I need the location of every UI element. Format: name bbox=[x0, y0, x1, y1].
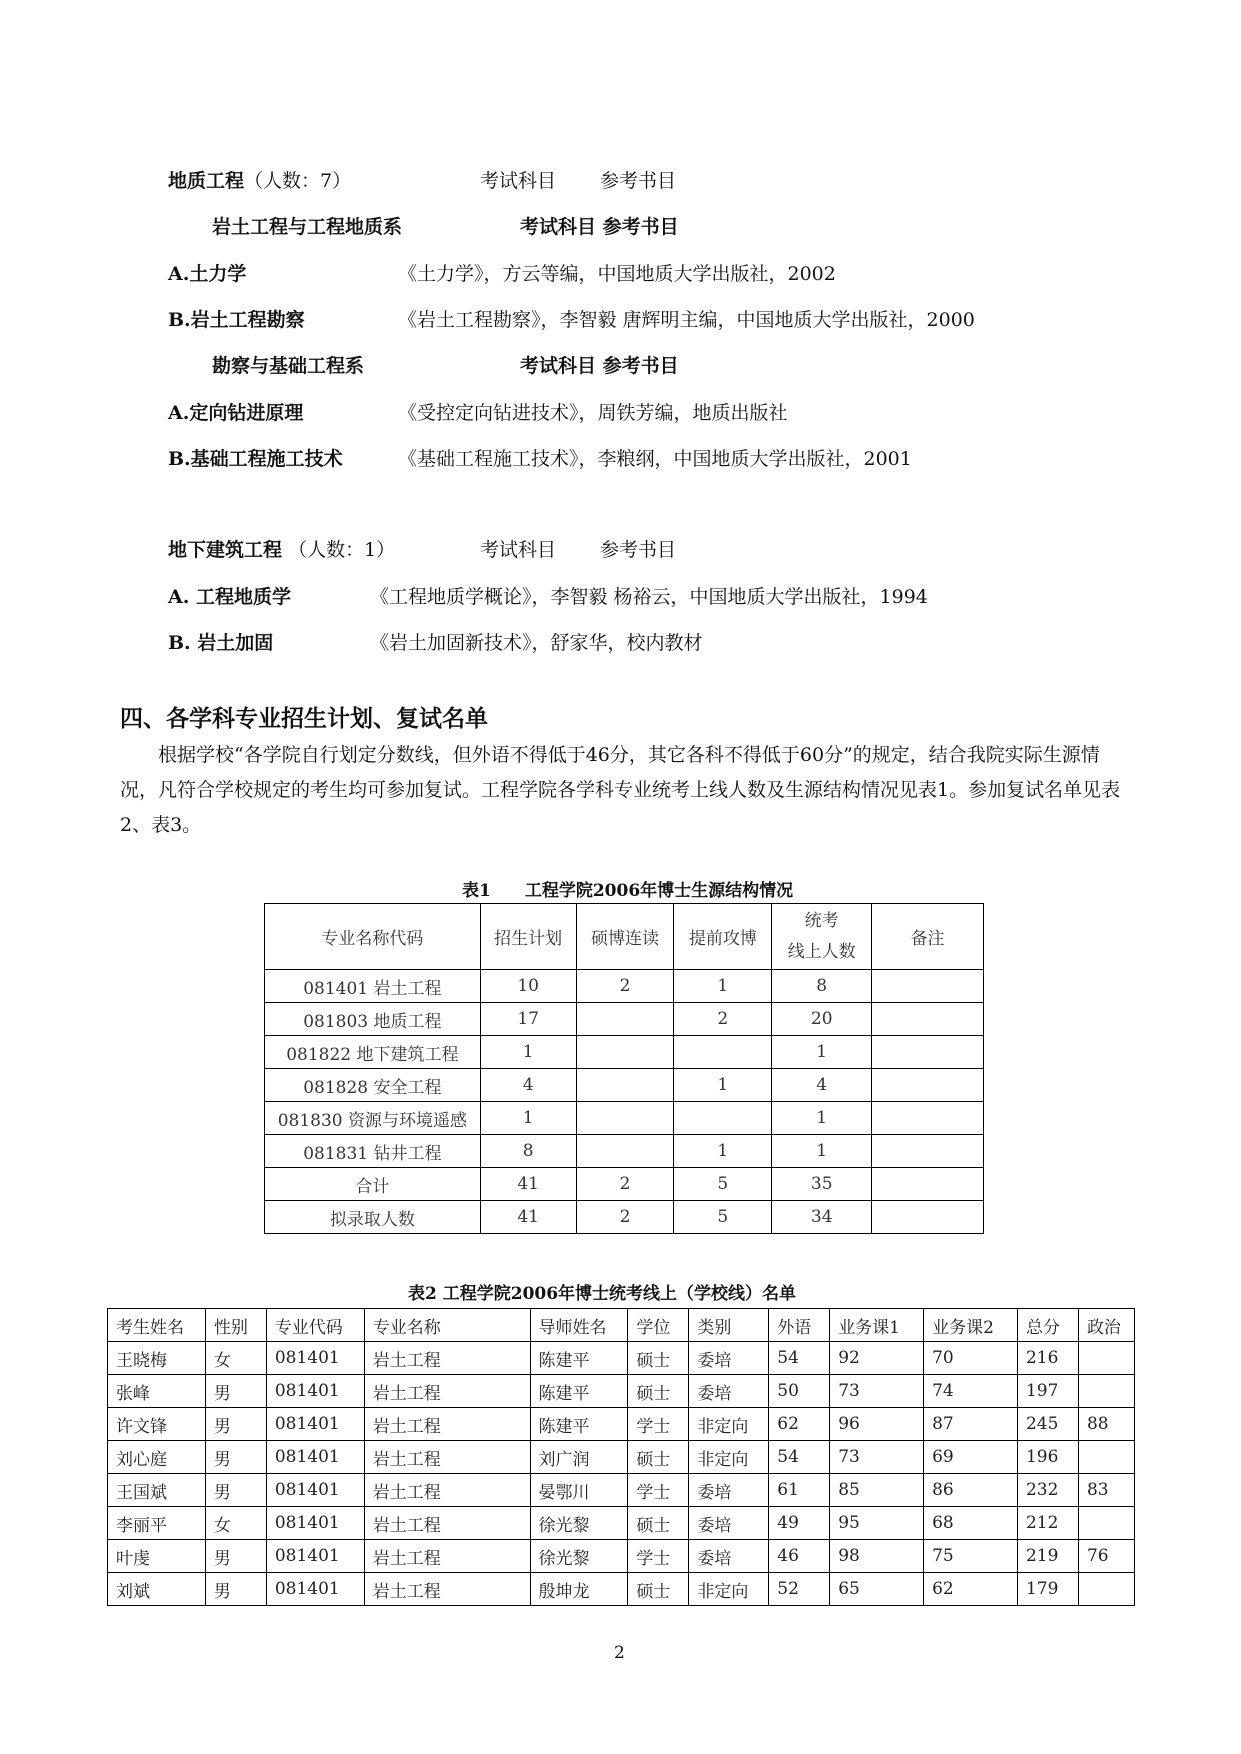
t2-cell-major-name: 岩土工程 bbox=[364, 1408, 530, 1441]
t2-cell-degree: 硕士 bbox=[628, 1507, 689, 1540]
t2-cell-category: 委培 bbox=[689, 1540, 769, 1573]
t2-header-advisor: 导师姓名 bbox=[530, 1309, 628, 1342]
t2-header-degree: 学位 bbox=[628, 1309, 689, 1342]
t1-cell-code: 081803 地质工程 bbox=[265, 1003, 481, 1036]
t1-cell-early: 1 bbox=[674, 1069, 772, 1102]
geo-subject-label: 考试科目 bbox=[480, 170, 557, 192]
t2-cell-advisor: 陈建平 bbox=[530, 1342, 628, 1375]
geo-item-a-subject: A.土力学 bbox=[168, 263, 247, 285]
t2-cell-politics: 76 bbox=[1078, 1540, 1134, 1573]
geo-count: （人数：7） bbox=[244, 170, 352, 192]
t1-cell-note bbox=[872, 1135, 984, 1168]
t2-cell-major-code: 081401 bbox=[266, 1342, 364, 1375]
table2-caption: 表2 工程学院2006年博士统考线上（学校线）名单 bbox=[408, 1284, 797, 1304]
t2-cell-course1: 85 bbox=[830, 1474, 924, 1507]
t2-cell-politics bbox=[1078, 1573, 1134, 1606]
t1-cell-plan: 10 bbox=[480, 970, 576, 1003]
geo-item-d-ref: 《基础工程施工技术》，李粮纲，中国地质大学出版社，2001 bbox=[398, 448, 912, 470]
t2-cell-name: 李丽平 bbox=[108, 1507, 206, 1540]
t1-cell-passed: 1 bbox=[772, 1102, 872, 1135]
t2-cell-name: 王晓梅 bbox=[108, 1342, 206, 1375]
under-item-a-subject: A. 工程地质学 bbox=[168, 586, 291, 608]
t2-cell-foreign-lang: 61 bbox=[769, 1474, 830, 1507]
t1-cell-mbd bbox=[576, 1003, 674, 1036]
geo-item-c-subject: A.定向钻进原理 bbox=[168, 402, 304, 424]
table2-row bbox=[108, 1375, 1135, 1408]
t1-cell-code: 合计 bbox=[265, 1168, 481, 1201]
table1-body bbox=[265, 970, 984, 1234]
t1-cell-mbd bbox=[576, 1069, 674, 1102]
t2-cell-degree: 学士 bbox=[628, 1540, 689, 1573]
t2-cell-course2: 62 bbox=[924, 1573, 1018, 1606]
table2 bbox=[107, 1308, 1135, 1606]
t2-header-politics: 政治 bbox=[1078, 1309, 1134, 1342]
t2-header-course2: 业务课2 bbox=[924, 1309, 1018, 1342]
t2-header-total: 总分 bbox=[1017, 1309, 1078, 1342]
t1-cell-plan: 1 bbox=[480, 1036, 576, 1069]
t1-cell-mbd: 2 bbox=[576, 970, 674, 1003]
t2-cell-name: 刘心庭 bbox=[108, 1441, 206, 1474]
t1-cell-plan: 41 bbox=[480, 1201, 576, 1234]
t2-cell-course1: 65 bbox=[830, 1573, 924, 1606]
t2-cell-category: 非定向 bbox=[689, 1408, 769, 1441]
t1-header-code: 专业名称代码 bbox=[265, 904, 481, 970]
t2-cell-major-code: 081401 bbox=[266, 1474, 364, 1507]
t2-cell-name: 张峰 bbox=[108, 1375, 206, 1408]
t2-cell-course1: 73 bbox=[830, 1375, 924, 1408]
table1-row bbox=[265, 1135, 984, 1168]
t1-header-passed bbox=[772, 904, 872, 970]
t2-cell-foreign-lang: 54 bbox=[769, 1342, 830, 1375]
t1-cell-note bbox=[872, 1036, 984, 1069]
t2-cell-name: 许文锋 bbox=[108, 1408, 206, 1441]
t1-cell-plan: 4 bbox=[480, 1069, 576, 1102]
section4-heading: 四、各学科专业招生计划、复试名单 bbox=[120, 705, 488, 732]
t2-cell-course2: 69 bbox=[924, 1441, 1018, 1474]
t2-cell-advisor: 殷坤龙 bbox=[530, 1573, 628, 1606]
under-item-b-ref: 《岩土加固新技术》，舒家华，校内教材 bbox=[370, 632, 703, 654]
t2-cell-total: 245 bbox=[1017, 1408, 1078, 1441]
table1-row bbox=[265, 1168, 984, 1201]
t2-cell-major-code: 081401 bbox=[266, 1540, 364, 1573]
t1-cell-note bbox=[872, 1102, 984, 1135]
t1-header-passed-line2: 线上人数 bbox=[787, 941, 856, 962]
table1 bbox=[264, 903, 984, 1234]
t2-cell-course1: 96 bbox=[830, 1408, 924, 1441]
t2-cell-major-code: 081401 bbox=[266, 1441, 364, 1474]
t1-cell-mbd: 2 bbox=[576, 1168, 674, 1201]
under-title: 地下建筑工程 bbox=[168, 539, 283, 561]
under-subject-label: 考试科目 bbox=[480, 539, 557, 561]
under-item-b-subject: B. 岩土加固 bbox=[168, 632, 274, 654]
t2-cell-degree: 硕士 bbox=[628, 1441, 689, 1474]
t2-cell-name: 王国斌 bbox=[108, 1474, 206, 1507]
t2-cell-gender: 男 bbox=[205, 1474, 266, 1507]
t1-cell-note bbox=[872, 1003, 984, 1036]
t2-header-course1: 业务课1 bbox=[830, 1309, 924, 1342]
t2-cell-gender: 女 bbox=[205, 1507, 266, 1540]
t1-cell-code: 081828 安全工程 bbox=[265, 1069, 481, 1102]
t2-cell-degree: 学士 bbox=[628, 1408, 689, 1441]
geo-item-b-subject: B.岩土工程勘察 bbox=[168, 309, 305, 331]
dept2-header: 考试科目 参考书目 bbox=[520, 355, 679, 377]
t1-header-passed-line1: 统考 bbox=[804, 910, 839, 931]
t1-header-plan: 招生计划 bbox=[480, 904, 576, 970]
t2-cell-total: 232 bbox=[1017, 1474, 1078, 1507]
table1-row bbox=[265, 1069, 984, 1102]
t2-cell-course1: 95 bbox=[830, 1507, 924, 1540]
t2-cell-foreign-lang: 49 bbox=[769, 1507, 830, 1540]
t2-cell-total: 179 bbox=[1017, 1573, 1078, 1606]
t1-cell-code: 081830 资源与环境遥感 bbox=[265, 1102, 481, 1135]
t1-cell-plan: 1 bbox=[480, 1102, 576, 1135]
t2-cell-politics: 83 bbox=[1078, 1474, 1134, 1507]
t2-cell-course2: 87 bbox=[924, 1408, 1018, 1441]
t1-cell-passed: 4 bbox=[772, 1069, 872, 1102]
t2-cell-major-name: 岩土工程 bbox=[364, 1342, 530, 1375]
table1-caption: 表1 工程学院2006年博士生源结构情况 bbox=[462, 881, 794, 901]
t1-cell-plan: 41 bbox=[480, 1168, 576, 1201]
t1-cell-plan: 8 bbox=[480, 1135, 576, 1168]
t1-cell-code: 拟录取人数 bbox=[265, 1201, 481, 1234]
t2-header-name: 考生姓名 bbox=[108, 1309, 206, 1342]
t1-cell-passed: 8 bbox=[772, 970, 872, 1003]
t2-cell-category: 委培 bbox=[689, 1375, 769, 1408]
t1-cell-early: 1 bbox=[674, 1135, 772, 1168]
t2-cell-course2: 68 bbox=[924, 1507, 1018, 1540]
t2-cell-gender: 男 bbox=[205, 1441, 266, 1474]
geo-section-header bbox=[168, 166, 351, 193]
t2-cell-advisor: 陈建平 bbox=[530, 1408, 628, 1441]
t2-cell-category: 非定向 bbox=[689, 1441, 769, 1474]
t2-cell-major-code: 081401 bbox=[266, 1573, 364, 1606]
t2-cell-politics bbox=[1078, 1507, 1134, 1540]
t2-cell-name: 叶虔 bbox=[108, 1540, 206, 1573]
t1-cell-passed: 1 bbox=[772, 1135, 872, 1168]
t2-cell-degree: 学士 bbox=[628, 1474, 689, 1507]
t2-cell-politics bbox=[1078, 1441, 1134, 1474]
t2-cell-total: 196 bbox=[1017, 1441, 1078, 1474]
t1-cell-plan: 17 bbox=[480, 1003, 576, 1036]
t1-cell-mbd bbox=[576, 1135, 674, 1168]
t2-cell-major-name: 岩土工程 bbox=[364, 1507, 530, 1540]
t2-cell-gender: 男 bbox=[205, 1573, 266, 1606]
table2-row bbox=[108, 1441, 1135, 1474]
t1-cell-passed: 1 bbox=[772, 1036, 872, 1069]
t2-cell-total: 219 bbox=[1017, 1540, 1078, 1573]
table1-row bbox=[265, 1201, 984, 1234]
table1-row bbox=[265, 970, 984, 1003]
table1-row bbox=[265, 1003, 984, 1036]
table2-header-row bbox=[108, 1309, 1135, 1342]
t1-cell-note bbox=[872, 1201, 984, 1234]
t1-cell-note bbox=[872, 1168, 984, 1201]
table2-row bbox=[108, 1408, 1135, 1441]
t2-cell-foreign-lang: 52 bbox=[769, 1573, 830, 1606]
t2-cell-degree: 硕士 bbox=[628, 1573, 689, 1606]
t2-cell-politics: 88 bbox=[1078, 1408, 1134, 1441]
geo-item-a-ref: 《土力学》，方云等编，中国地质大学出版社，2002 bbox=[398, 263, 836, 285]
t2-cell-foreign-lang: 62 bbox=[769, 1408, 830, 1441]
t2-cell-major-code: 081401 bbox=[266, 1408, 364, 1441]
dept2-name: 勘察与基础工程系 bbox=[212, 355, 365, 377]
table2-body bbox=[108, 1309, 1135, 1606]
section4-paragraph: 根据学校“各学院自行划定分数线，但外语不得低于46分，其它各科不得低于60分”的规定，结合我院实际生源情况，凡符合学校规定的考生均可参加复试。工程学院各学科专业统考上线人数及生源结构情况见表1。参加复试名单见表2、表3。 bbox=[120, 744, 1121, 836]
t1-cell-mbd bbox=[576, 1036, 674, 1069]
geo-item-b-ref: 《岩土工程勘察》，李智毅 唐辉明主编，中国地质大学出版社，2000 bbox=[398, 309, 975, 331]
t2-cell-category: 非定向 bbox=[689, 1573, 769, 1606]
t2-cell-major-code: 081401 bbox=[266, 1507, 364, 1540]
t1-cell-early bbox=[674, 1036, 772, 1069]
t2-cell-course2: 75 bbox=[924, 1540, 1018, 1573]
t1-header-mbd: 硕博连读 bbox=[576, 904, 674, 970]
t2-cell-course2: 70 bbox=[924, 1342, 1018, 1375]
t2-cell-major-name: 岩土工程 bbox=[364, 1441, 530, 1474]
t2-header-major-name: 专业名称 bbox=[364, 1309, 530, 1342]
t2-cell-name: 刘斌 bbox=[108, 1573, 206, 1606]
t2-header-foreign-lang: 外语 bbox=[769, 1309, 830, 1342]
t2-cell-politics bbox=[1078, 1342, 1134, 1375]
table2-row bbox=[108, 1342, 1135, 1375]
dept1-header: 考试科目 参考书目 bbox=[520, 216, 679, 238]
t2-cell-politics bbox=[1078, 1375, 1134, 1408]
under-books-label: 参考书目 bbox=[600, 539, 677, 561]
under-section-header bbox=[168, 535, 395, 562]
t2-cell-foreign-lang: 46 bbox=[769, 1540, 830, 1573]
t1-cell-note bbox=[872, 970, 984, 1003]
t2-cell-course2: 86 bbox=[924, 1474, 1018, 1507]
t2-cell-course1: 73 bbox=[830, 1441, 924, 1474]
t1-cell-early: 1 bbox=[674, 970, 772, 1003]
table2-row bbox=[108, 1474, 1135, 1507]
t2-header-major-code: 专业代码 bbox=[266, 1309, 364, 1342]
t2-cell-category: 委培 bbox=[689, 1342, 769, 1375]
t1-cell-mbd bbox=[576, 1102, 674, 1135]
t1-cell-passed: 20 bbox=[772, 1003, 872, 1036]
t1-header-note: 备注 bbox=[872, 904, 984, 970]
t1-cell-early: 2 bbox=[674, 1003, 772, 1036]
t2-cell-course1: 92 bbox=[830, 1342, 924, 1375]
t2-cell-course2: 74 bbox=[924, 1375, 1018, 1408]
t2-cell-gender: 男 bbox=[205, 1408, 266, 1441]
geo-books-label: 参考书目 bbox=[600, 170, 677, 192]
t1-cell-code: 081831 钻井工程 bbox=[265, 1135, 481, 1168]
table2-row bbox=[108, 1573, 1135, 1606]
t2-cell-degree: 硕士 bbox=[628, 1375, 689, 1408]
dept1-name: 岩土工程与工程地质系 bbox=[212, 216, 403, 238]
t2-cell-total: 197 bbox=[1017, 1375, 1078, 1408]
under-item-a-ref: 《工程地质学概论》，李智毅 杨裕云，中国地质大学出版社，1994 bbox=[370, 586, 928, 608]
t2-cell-degree: 硕士 bbox=[628, 1342, 689, 1375]
t2-cell-gender: 女 bbox=[205, 1342, 266, 1375]
t2-cell-category: 委培 bbox=[689, 1474, 769, 1507]
t2-cell-gender: 男 bbox=[205, 1375, 266, 1408]
t2-cell-major-name: 岩土工程 bbox=[364, 1474, 530, 1507]
page-number: 2 bbox=[614, 1643, 625, 1663]
table1-header-row bbox=[265, 904, 984, 970]
t2-header-gender: 性别 bbox=[205, 1309, 266, 1342]
t2-cell-foreign-lang: 54 bbox=[769, 1441, 830, 1474]
t2-cell-advisor: 徐光黎 bbox=[530, 1507, 628, 1540]
t2-header-category: 类别 bbox=[689, 1309, 769, 1342]
t1-cell-note bbox=[872, 1069, 984, 1102]
t2-cell-major-code: 081401 bbox=[266, 1375, 364, 1408]
t2-cell-foreign-lang: 50 bbox=[769, 1375, 830, 1408]
geo-item-c-ref: 《受控定向钻进技术》，周铁芳编，地质出版社 bbox=[398, 402, 788, 424]
t2-cell-advisor: 晏鄂川 bbox=[530, 1474, 628, 1507]
t2-cell-gender: 男 bbox=[205, 1540, 266, 1573]
t1-cell-code: 081822 地下建筑工程 bbox=[265, 1036, 481, 1069]
t2-cell-category: 委培 bbox=[689, 1507, 769, 1540]
geo-item-d-subject: B.基础工程施工技术 bbox=[168, 448, 343, 470]
t2-cell-major-name: 岩土工程 bbox=[364, 1573, 530, 1606]
geo-title: 地质工程 bbox=[168, 170, 245, 192]
t2-cell-major-name: 岩土工程 bbox=[364, 1540, 530, 1573]
table1-row bbox=[265, 1102, 984, 1135]
t2-cell-total: 212 bbox=[1017, 1507, 1078, 1540]
table1-row bbox=[265, 1036, 984, 1069]
t1-cell-code: 081401 岩土工程 bbox=[265, 970, 481, 1003]
t1-cell-early: 5 bbox=[674, 1201, 772, 1234]
t2-cell-advisor: 陈建平 bbox=[530, 1375, 628, 1408]
t2-cell-advisor: 徐光黎 bbox=[530, 1540, 628, 1573]
table2-row bbox=[108, 1507, 1135, 1540]
t1-cell-early bbox=[674, 1102, 772, 1135]
t1-cell-passed: 35 bbox=[772, 1168, 872, 1201]
t2-cell-advisor: 刘广润 bbox=[530, 1441, 628, 1474]
t1-cell-mbd: 2 bbox=[576, 1201, 674, 1234]
t2-cell-total: 216 bbox=[1017, 1342, 1078, 1375]
t1-header-early: 提前攻博 bbox=[674, 904, 772, 970]
t2-cell-course1: 98 bbox=[830, 1540, 924, 1573]
t1-cell-passed: 34 bbox=[772, 1201, 872, 1234]
t2-cell-major-name: 岩土工程 bbox=[364, 1375, 530, 1408]
under-count: （人数：1） bbox=[288, 539, 396, 561]
table2-row bbox=[108, 1540, 1135, 1573]
t1-cell-early: 5 bbox=[674, 1168, 772, 1201]
